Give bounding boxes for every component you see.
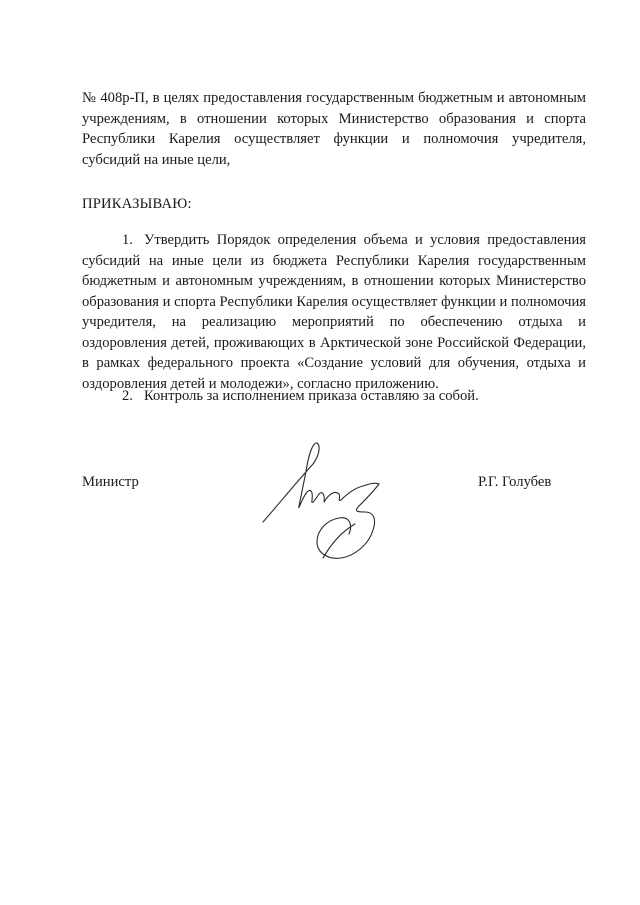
signer-name: Р.Г. Голубев: [478, 474, 552, 490]
order-item-2-number: 2.: [122, 388, 133, 404]
handwritten-signature-icon: [255, 440, 390, 575]
order-item-1-text: Утвердить Порядок определения объема и условия предоставления субсидий на иные цели из бюджета Республики Карелия государственным бюджетным и автономным учреждениям, в отношении которых Министерство образования и спорта Республики Карелия осуществляет функции и полномочия учредителя, на реализацию мероприятий по обеспечению отдыха и оздоровления детей, проживающих в Арктической зоне Российской Федерации, в рамках федерального проекта «Создание условий для обучения, отдыха и оздоровления детей и молодежи», согласно приложению.: [82, 232, 586, 392]
order-item-2: [82, 386, 586, 407]
order-item-1-number: 1.: [122, 232, 133, 248]
order-heading: ПРИКАЗЫВАЮ:: [82, 196, 192, 212]
signer-position: Министр: [82, 474, 139, 490]
order-item-2-text: Контроль за исполнением приказа оставляю за собой.: [144, 388, 479, 404]
intro-paragraph: № 408р-П, в целях предоставления государственным бюджетным и автономным учреждениям, в отношении которых Министерство образования и спорта Республики Карелия осуществляет функции и полномочия учредителя, субсидий на иные цели,: [82, 90, 586, 168]
order-item-1: [82, 230, 586, 394]
